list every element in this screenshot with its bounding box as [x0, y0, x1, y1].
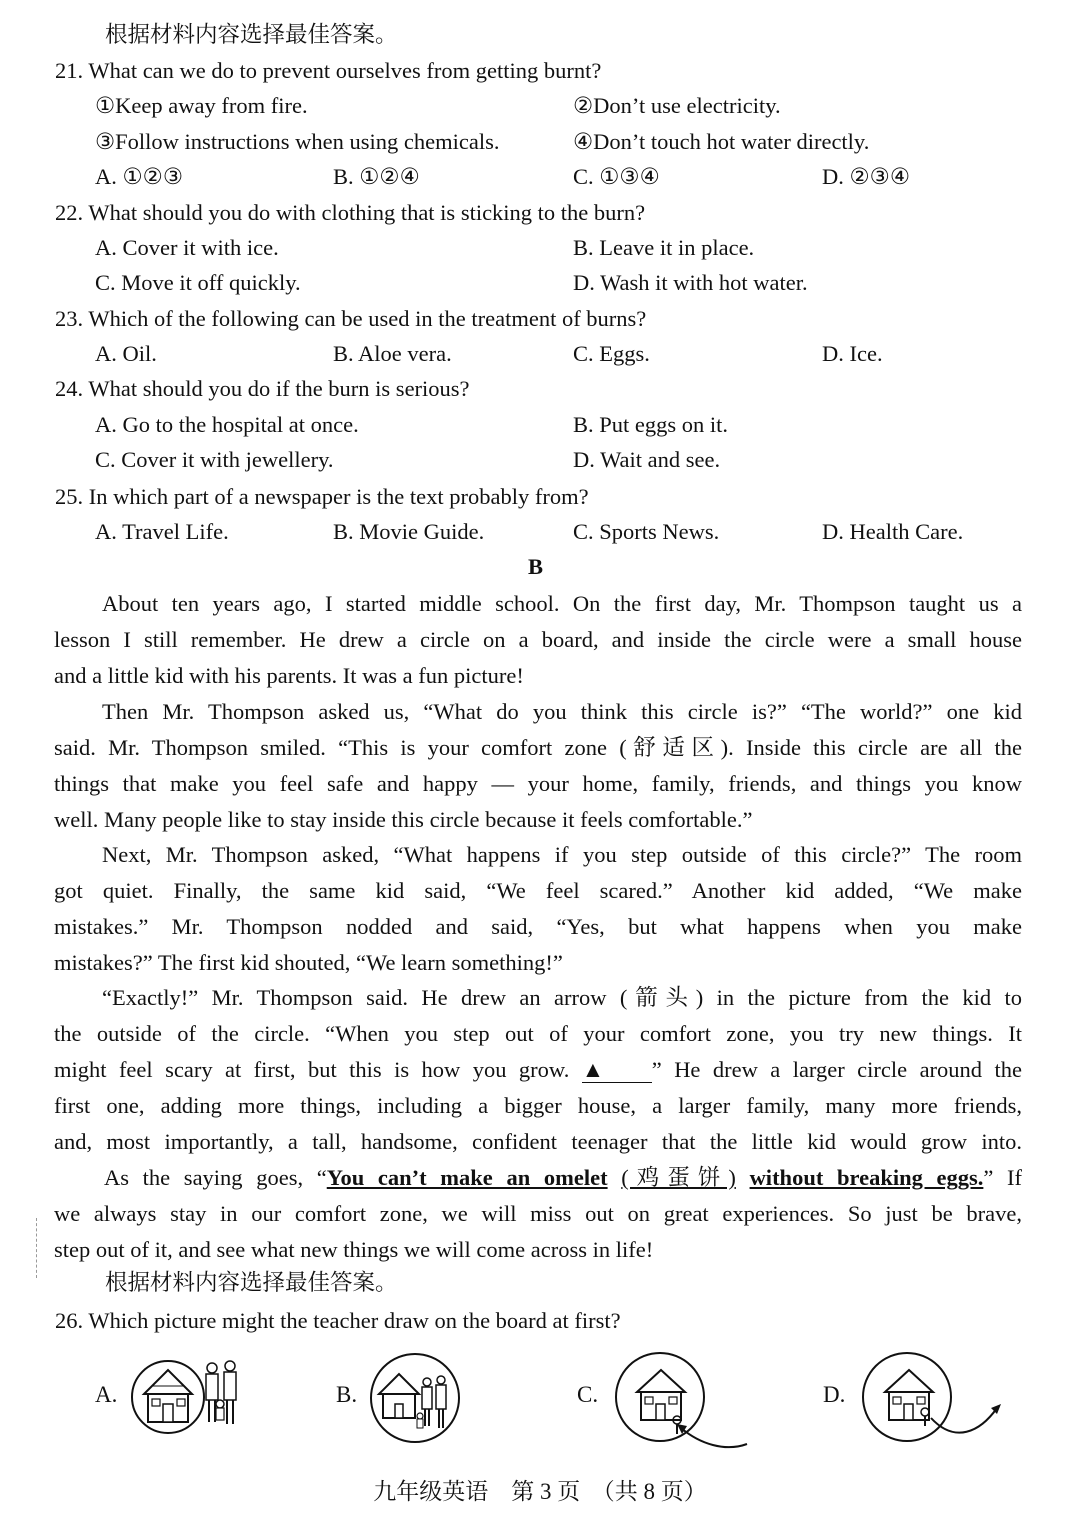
arrow-icon	[931, 1404, 1001, 1433]
question-26-stem: 26. Which picture might the teacher draw on the board at first?	[55, 1308, 621, 1333]
q23-option-d[interactable]: D. Ice.	[822, 341, 883, 366]
house-icon	[379, 1374, 419, 1418]
q22-option-d[interactable]: D. Wash it with hot water.	[573, 270, 808, 295]
q22-option-b[interactable]: B. Leave it in place.	[573, 235, 755, 260]
passage-line: first one, adding more things, including a bigger house, a larger family, many more friends,	[54, 1093, 1022, 1118]
family-icon	[206, 1361, 236, 1424]
page-footer: 九年级英语 第 3 页 （共 8 页）	[373, 1479, 707, 1504]
passage-line: well. Many people like to stay inside this circle because it feels comfortable.”	[54, 807, 753, 832]
family-icon	[417, 1376, 446, 1428]
passage-line: we always stay in our comfort zone, we will miss out on great experiences. So just be brave,	[54, 1201, 1022, 1226]
q26-option-d-label[interactable]: D.	[823, 1382, 846, 1407]
passage-text: As the saying goes, “	[104, 1165, 327, 1190]
passage-line: said. Mr. Thompson smiled. “This is your comfort zone (舒适区). Inside this circle are all the	[54, 735, 1022, 760]
passage-paragraph-2	[54, 694, 1022, 838]
passage-line: mistakes?” The first kid shouted, “We learn something!”	[54, 950, 563, 975]
passage-line	[54, 1160, 1022, 1196]
passage-line: mistakes.” Mr. Thompson nodded and said, “Yes, but what happens when you make	[54, 914, 1022, 939]
q21-item-4: ④Don’t touch hot water directly.	[573, 129, 870, 154]
question-21-stem: 21. What can we do to prevent ourselves from getting burnt?	[55, 58, 602, 83]
q23-option-a[interactable]: A. Oil.	[95, 341, 157, 366]
q21-option-b[interactable]: B. ①②④	[333, 164, 420, 189]
q21-item-1: ①Keep away from fire.	[95, 93, 308, 118]
passage-line: and a little kid with his parents. It was a fun picture!	[54, 663, 524, 688]
passage-line: and, most importantly, a tall, handsome, confident teenager that the little kid would grow into.	[54, 1129, 1022, 1154]
q26-option-c-label[interactable]: C.	[577, 1382, 599, 1407]
q24-option-d[interactable]: D. Wait and see.	[573, 447, 721, 472]
instruction-text: 根据材料内容选择最佳答案。	[105, 22, 398, 47]
q24-option-c[interactable]: C. Cover it with jewellery.	[95, 447, 334, 472]
passage-text: might feel scary at first, but this is how you grow.	[54, 1057, 570, 1082]
q26-option-b-label[interactable]: B.	[336, 1382, 358, 1407]
q25-option-b[interactable]: B. Movie Guide.	[333, 519, 485, 544]
q26-option-c-picture[interactable]	[605, 1352, 750, 1452]
passage-paragraph-5	[54, 1160, 1022, 1268]
question-24-stem: 24. What should you do if the burn is serious?	[55, 376, 470, 401]
q23-option-b[interactable]: B. Aloe vera.	[333, 341, 452, 366]
q21-option-d[interactable]: D. ②③④	[822, 164, 911, 189]
question-25-stem: 25. In which part of a newspaper is the text probably from?	[55, 484, 589, 509]
passage-line: things that make you feel safe and happy — your home, family, friends, and things you know	[54, 771, 1022, 796]
saying-gloss: (鸡蛋饼)	[621, 1165, 736, 1190]
passage-line: lesson I still remember. He drew a circle on a board, and inside the circle were a small house	[54, 627, 1022, 652]
answer-blank[interactable]: ▲	[582, 1058, 652, 1083]
passage-line: step out of it, and see what new things we will come across in life!	[54, 1237, 654, 1262]
passage-line: Next, Mr. Thompson asked, “What happens if you step outside of this circle?” The room	[102, 842, 1022, 867]
passage-line: the outside of the circle. “When you step out of your comfort zone, you try new things. It	[54, 1021, 1022, 1046]
question-22-stem: 22. What should you do with clothing that is sticking to the burn?	[55, 200, 646, 225]
margin-mark	[36, 1218, 38, 1278]
q26-option-a-picture[interactable]	[130, 1352, 245, 1447]
q26-option-b-picture[interactable]	[365, 1352, 465, 1447]
q24-option-b[interactable]: B. Put eggs on it.	[573, 412, 729, 437]
q26-option-a-label[interactable]: A.	[95, 1382, 118, 1407]
passage-paragraph-3	[54, 837, 1022, 981]
q25-option-d[interactable]: D. Health Care.	[822, 519, 964, 544]
house-icon	[637, 1370, 685, 1420]
section-b-heading: B	[528, 554, 544, 579]
q21-item-3: ③Follow instructions when using chemicals.	[95, 129, 500, 154]
q22-option-c[interactable]: C. Move it off quickly.	[95, 270, 301, 295]
instruction-text: 根据材料内容选择最佳答案。	[105, 1270, 398, 1295]
q21-option-c[interactable]: C. ①③④	[573, 164, 660, 189]
passage-line	[54, 1052, 1022, 1088]
passage-paragraph-1	[54, 586, 1022, 694]
house-icon	[885, 1370, 933, 1420]
house-icon	[144, 1370, 192, 1422]
q23-option-c[interactable]: C. Eggs.	[573, 341, 650, 366]
saying-text: You can’t make an omelet	[326, 1165, 608, 1190]
question-23-stem: 23. Which of the following can be used in the treatment of burns?	[55, 306, 647, 331]
q25-option-c[interactable]: C. Sports News.	[573, 519, 720, 544]
q21-option-a[interactable]: A. ①②③	[95, 164, 184, 189]
q25-option-a[interactable]: A. Travel Life.	[95, 519, 229, 544]
q24-option-a[interactable]: A. Go to the hospital at once.	[95, 412, 359, 437]
passage-line: got quiet. Finally, the same kid said, “We feel scared.” Another kid added, “We make	[54, 878, 1022, 903]
passage-line: About ten years ago, I started middle school. On the first day, Mr. Thompson taught us a	[102, 591, 1022, 616]
q26-option-d-picture[interactable]	[855, 1352, 1005, 1447]
q21-item-2: ②Don’t use electricity.	[573, 93, 781, 118]
arrow-icon	[677, 1424, 747, 1447]
passage-line: Then Mr. Thompson asked us, “What do you think this circle is?” “The world?” one kid	[102, 699, 1022, 724]
q22-option-a[interactable]: A. Cover it with ice.	[95, 235, 279, 260]
passage-line: “Exactly!” Mr. Thompson said. He drew an arrow (箭头) in the picture from the kid to	[102, 985, 1022, 1010]
saying-text: without breaking eggs.	[749, 1165, 984, 1190]
passage-text: ” He drew a larger circle around the	[651, 1057, 1022, 1082]
passage-text: ” If	[983, 1165, 1023, 1190]
passage-paragraph-4	[54, 980, 1022, 1160]
